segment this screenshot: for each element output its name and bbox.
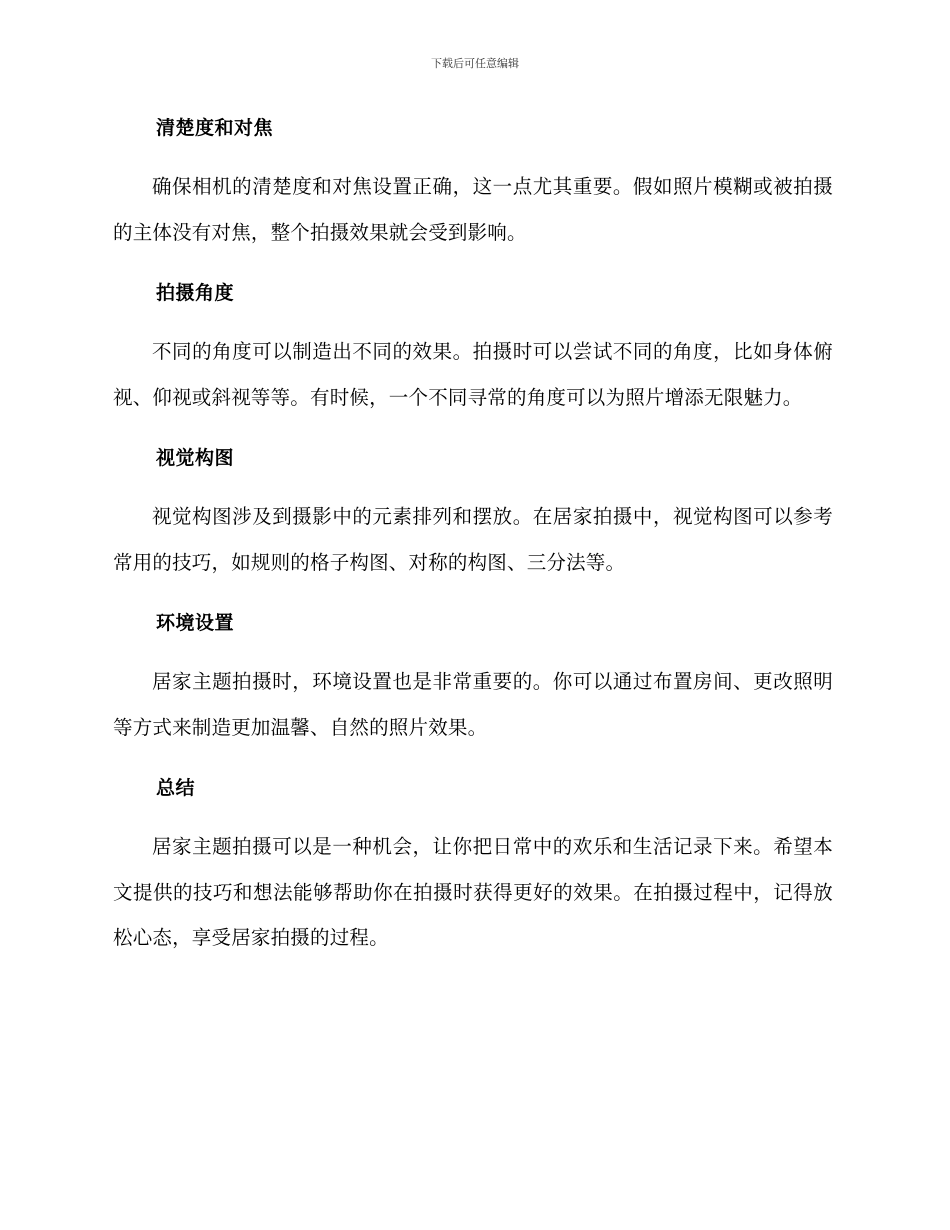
section-title-clarity-focus: 清楚度和对焦 (156, 117, 274, 139)
section-body-shooting-angle: 不同的角度可以制造出不同的效果。拍摄时可以尝试不同的角度，比如身体俯视、仰视或斜视等等。有时候，一个不同寻常的角度可以为照片增添无限魅力。 (113, 340, 833, 409)
section-body-visual-composition: 视觉构图涉及到摄影中的元素排列和摆放。在居家拍摄中，视觉构图可以参考常用的技巧，如规则的格子构图、对称的构图、三分法等。 (113, 505, 833, 574)
document-body (113, 106, 833, 961)
header-note: 下载后可任意编辑 (431, 57, 519, 70)
section-title-environment: 环境设置 (156, 612, 235, 634)
section-body-environment: 居家主题拍摄时，环境设置也是非常重要的。你可以通过布置房间、更改照明等方式来制造更加温馨、自然的照片效果。 (113, 670, 833, 739)
section-title-summary: 总结 (156, 777, 196, 799)
section-title-visual-composition: 视觉构图 (156, 447, 235, 469)
section-body-summary: 居家主题拍摄可以是一种机会，让你把日常中的欢乐和生活记录下来。希望本文提供的技巧和想法能够帮助你在拍摄时获得更好的效果。在拍摄过程中，记得放松心态，享受居家拍摄的过程。 (113, 835, 833, 949)
section-body-clarity-focus: 确保相机的清楚度和对焦设置正确，这一点尤其重要。假如照片模糊或被拍摄的主体没有对焦，整个拍摄效果就会受到影响。 (113, 175, 833, 244)
section-title-shooting-angle: 拍摄角度 (156, 282, 235, 304)
